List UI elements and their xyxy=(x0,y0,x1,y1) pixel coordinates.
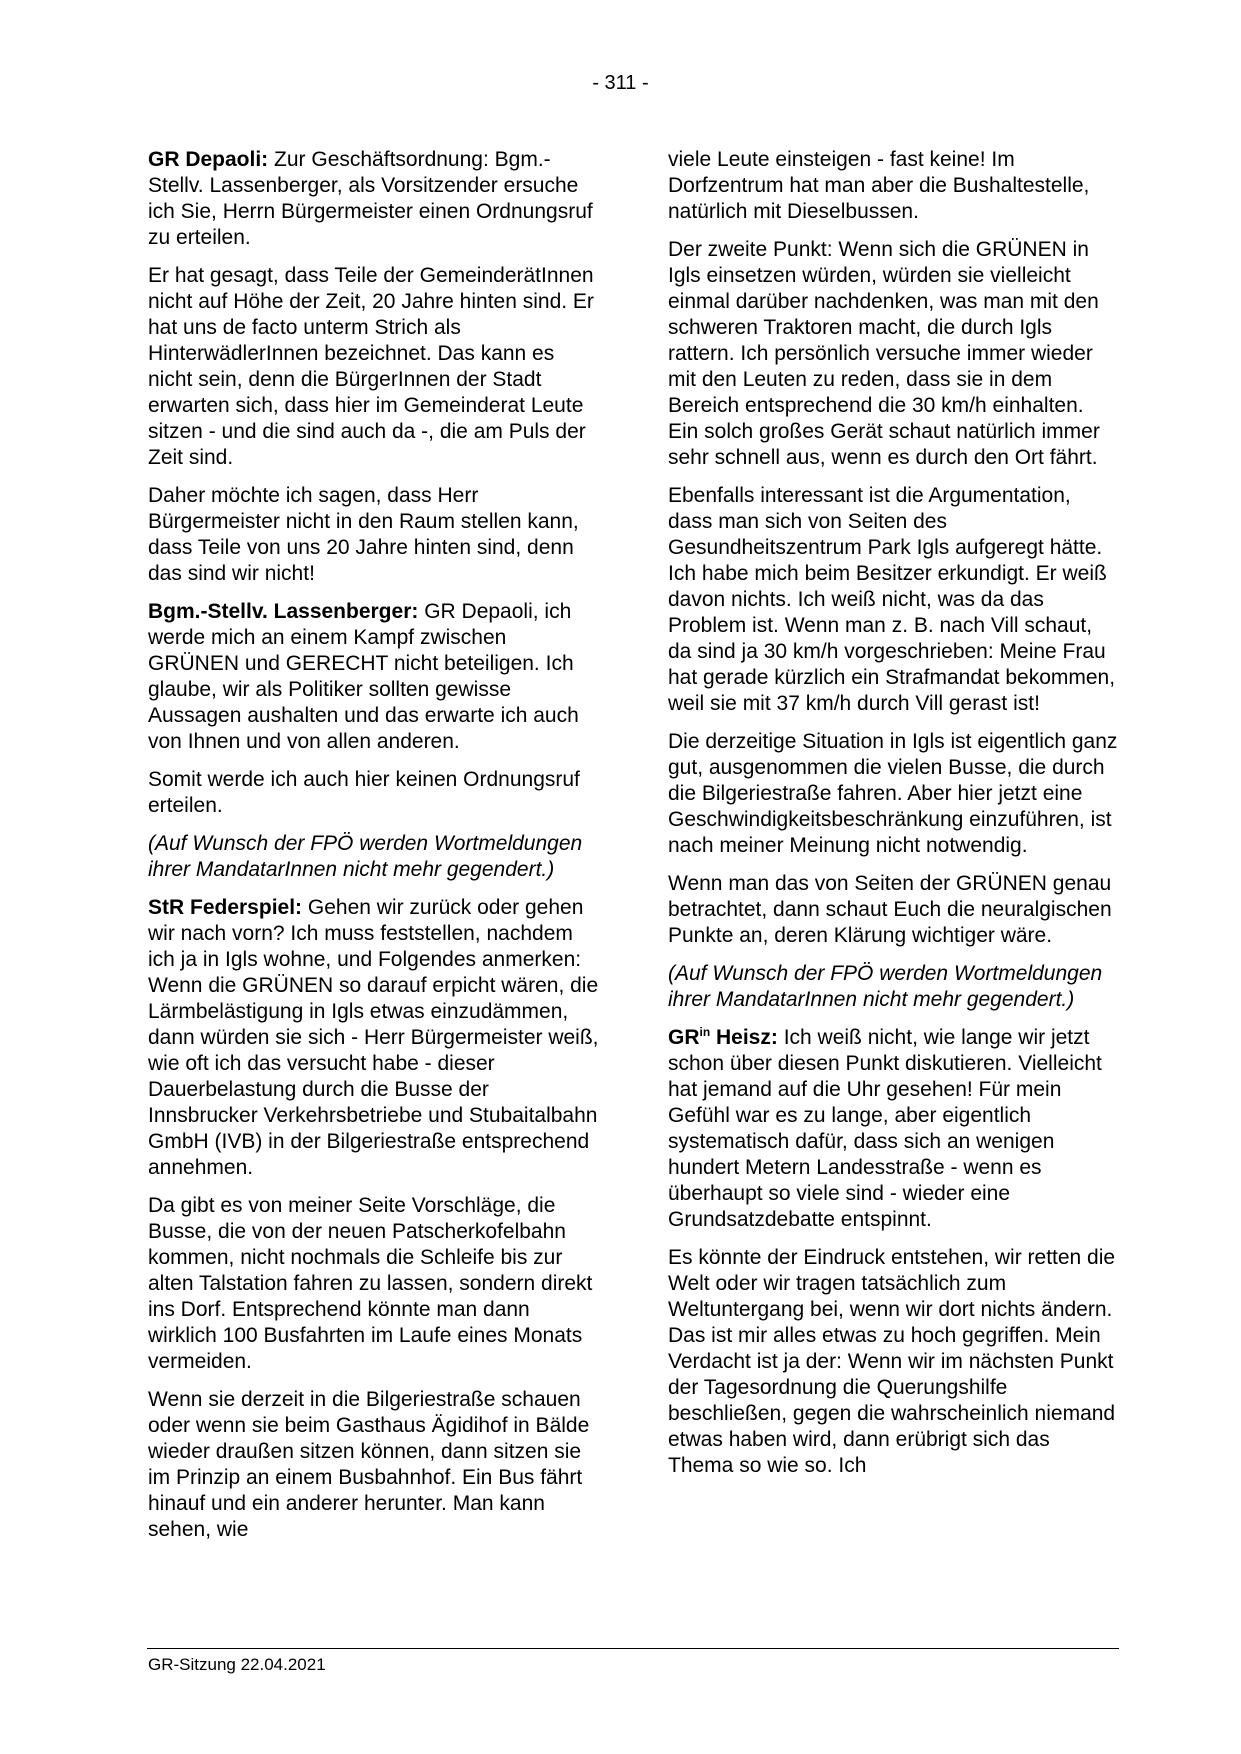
paragraph xyxy=(148,767,600,819)
paragraph-text: Gehen wir zurück oder gehen wir nach vorn? Ich muss feststellen, nachdem ich ja in Igls wohne, und Folgendes anmerken: Wenn die GRÜNEN so darauf erpicht wären, die Lärmbelästigung in Igls etwas einzudämmen, dann würden sie sich - Herr Bürgermeister weiß, wie oft ich das versucht habe - dieser Dauerbelastung durch die Busse der Innsbrucker Verkehrsbetriebe und Stubaitalbahn GmbH (IVB) in der Bilgeriestraße entsprechend annehmen. xyxy=(148,896,599,1179)
paragraph-text: Wenn man das von Seiten der GRÜNEN genau betrachtet, dann schaut Euch die neuralgischen Punkte an, deren Klärung wichtiger wäre. xyxy=(668,872,1112,947)
speaker-title: GR xyxy=(668,1026,700,1049)
stage-note xyxy=(148,831,600,883)
paragraph xyxy=(148,147,600,251)
left-column xyxy=(148,147,600,1555)
paragraph-text: Wenn sie derzeit in die Bilgeriestraße schauen oder wenn sie beim Gasthaus Ägidihof in Bälde wieder draußen sitzen können, dann sitzen sie im Prinzip an einem Busbahnhof. Ein Bus fährt hinauf und ein anderer herunter. Man kann sehen, wie xyxy=(148,1388,590,1541)
speaker-name: StR Federspiel: xyxy=(148,896,303,919)
paragraph xyxy=(668,1025,1118,1233)
footer-session-date: GR-Sitzung 22.04.2021 xyxy=(148,1655,326,1674)
paragraph xyxy=(668,147,1118,225)
paragraph xyxy=(148,263,600,471)
page-number: - 311 - xyxy=(592,72,649,94)
paragraph-text: Ich weiß nicht, wie lange wir jetzt schon über diesen Punkt diskutieren. Vielleicht hat jemand auf die Uhr gesehen! Für mein Gefühl war es zu lange, aber eigentlich systematisch dafür, dass sich an wenigen hundert Metern Landesstraße - wenn es überhaupt so viele sind - wieder eine Grundsatzdebatte entspinnt. xyxy=(668,1026,1102,1231)
paragraph-text: Er hat gesagt, dass Teile der GemeinderätInnen nicht auf Höhe der Zeit, 20 Jahre hinten sind. Er hat uns de facto unterm Strich als HinterwädlerInnen bezeichnet. Das kann es nicht sein, denn die BürgerInnen der Stadt erwarten sich, dass hier im Gemeinderat Leute sitzen - und die sind auch da -, die am Puls der Zeit sind. xyxy=(148,264,594,469)
paragraph-text: (Auf Wunsch der FPÖ werden Wortmeldungen ihrer MandatarInnen nicht mehr gegendert.) xyxy=(148,832,583,881)
paragraph-text: Da gibt es von meiner Seite Vorschläge, die Busse, die von der neuen Patscherkofelbahn kommen, nicht nochmals die Schleife bis zur alten Talstation fahren zu lassen, sondern direkt ins Dorf. Entsprechend könnte man dann wirklich 100 Busfahrten im Laufe eines Monats vermeiden. xyxy=(148,1194,593,1373)
paragraph xyxy=(148,483,600,587)
paragraph-text: Es könnte der Eindruck entstehen, wir retten die Welt oder wir tragen tatsächlich zum Weltuntergang bei, wenn wir dort nichts ändern. Das ist mir alles etwas zu hoch gegriffen. Mein Verdacht ist ja der: Wenn wir im nächsten Punkt der Tagesordnung die Querungshilfe beschließen, gegen die wahrscheinlich niemand etwas haben wird, dann erübrigt sich das Thema so wie so. Ich xyxy=(668,1246,1116,1477)
paragraph xyxy=(668,483,1118,717)
paragraph xyxy=(148,599,600,755)
paragraph xyxy=(668,871,1118,949)
speaker-name xyxy=(668,1026,778,1049)
paragraph-text: Daher möchte ich sagen, dass Herr Bürgermeister nicht in den Raum stellen kann, dass Teile von uns 20 Jahre hinten sind, denn das sind wir nicht! xyxy=(148,484,579,585)
paragraph-text: Der zweite Punkt: Wenn sich die GRÜNEN in Igls einsetzen würden, würden sie vielleicht einmal darüber nachdenken, was man mit den schweren Traktoren macht, die durch Igls rattern. Ich persönlich versuche immer wieder mit den Leuten zu reden, dass sie in dem Bereich entsprechend die 30 km/h einhalten. Ein solch großes Gerät schaut natürlich immer sehr schnell aus, wenn es durch den Ort fährt. xyxy=(668,238,1100,469)
paragraph-text: GR Depaoli, ich werde mich an einem Kampf zwischen GRÜNEN und GERECHT nicht beteiligen. Ich glaube, wir als Politiker sollten gewisse Aussagen aushalten und das erwarte ich auch von Ihnen und von allen anderen. xyxy=(148,600,579,753)
paragraph-text: Somit werde ich auch hier keinen Ordnungsruf erteilen. xyxy=(148,768,580,817)
footer-divider xyxy=(147,1648,1119,1649)
paragraph xyxy=(668,237,1118,471)
paragraph-text: Die derzeitige Situation in Igls ist eigentlich ganz gut, ausgenommen die vielen Busse, die durch die Bilgeriestraße fahren. Aber hier jetzt eine Geschwindigkeitsbeschränkung einzuführen, ist nach meiner Meinung nicht notwendig. xyxy=(668,730,1118,857)
paragraph-text: viele Leute einsteigen - fast keine! Im Dorfzentrum hat man aber die Bushaltestelle, natürlich mit Dieselbussen. xyxy=(668,148,1090,223)
speaker-surname: Heisz: xyxy=(710,1026,778,1049)
paragraph xyxy=(148,1193,600,1375)
right-column xyxy=(668,147,1118,1491)
speaker-name: GR Depaoli: xyxy=(148,148,269,171)
paragraph-text: (Auf Wunsch der FPÖ werden Wortmeldungen ihrer MandatarInnen nicht mehr gegendert.) xyxy=(668,962,1103,1011)
paragraph-text: Zur Geschäftsordnung: Bgm.-Stellv. Lassenberger, als Vorsitzender ersuche ich Sie, Herrn Bürgermeister einen Ordnungsruf zu erteilen. xyxy=(148,148,593,249)
paragraph xyxy=(148,895,600,1181)
speaker-name: Bgm.-Stellv. Lassenberger: xyxy=(148,600,419,623)
stage-note xyxy=(668,961,1118,1013)
paragraph-text: Ebenfalls interessant ist die Argumentation, dass man sich von Seiten des Gesundheitszentrum Park Igls aufgeregt hätte. Ich habe mich beim Besitzer erkundigt. Er weiß davon nichts. Ich weiß nicht, was da das Problem ist. Wenn man z. B. nach Vill schaut, da sind ja 30 km/h vorgeschrieben: Meine Frau hat gerade kürzlich ein Strafmandat bekommen, weil sie mit 37 km/h durch Vill gerast ist! xyxy=(668,484,1116,715)
paragraph xyxy=(668,1245,1118,1479)
paragraph xyxy=(668,729,1118,859)
speaker-suffix: in xyxy=(699,1025,711,1039)
paragraph xyxy=(148,1387,600,1543)
